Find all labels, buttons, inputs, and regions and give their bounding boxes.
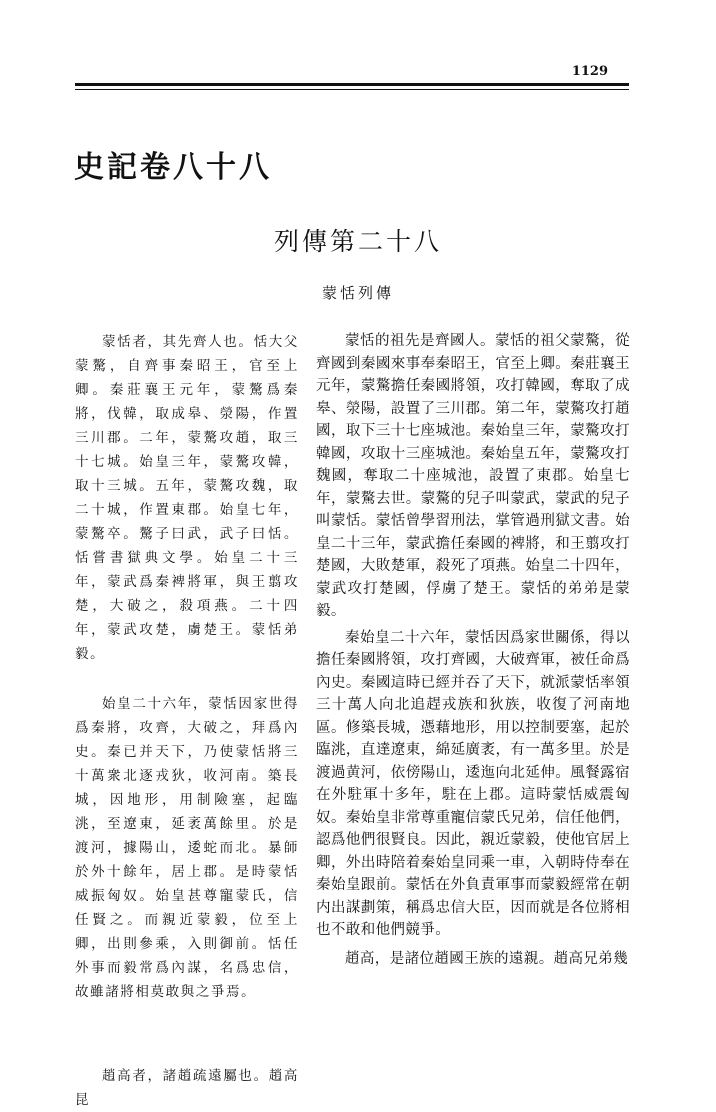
volume-title: 史記卷八十八 <box>74 150 272 185</box>
biography-title: 蒙恬列傳 <box>321 284 394 302</box>
page-number: 1129 <box>571 64 608 79</box>
modern-translation-column <box>316 330 630 970</box>
header-rule-thin <box>75 89 629 90</box>
modern-paragraph-1: 蒙恬的祖先是齊國人。蒙恬的祖父蒙驁，從齊國到秦國來事奉秦昭王，官至上卿。秦莊襄王元年，蒙驁擔任秦國將領，攻打韓國，奪取了成皋、滎陽，設置了三川郡。第二年，蒙驁攻打趙國，取下三十七座城池。秦始皇三年，蒙驁攻打韓國，攻取十三座城池。秦始皇五年，蒙驁攻打魏國，奪取二十座城池，設置了東郡。始皇七年，蒙驁去世。蒙驁的兒子叫蒙武，蒙武的兒子叫蒙恬。蒙恬曾學習刑法，掌管過刑獄文書。始皇二十三年，蒙武擔任秦國的裨將，和王翦攻打楚國，大敗楚軍，殺死了項燕。始皇二十四年，蒙武攻打楚國，俘虜了楚王。蒙恬的弟弟是蒙毅。 <box>316 333 630 619</box>
classical-text-column <box>75 330 299 1112</box>
modern-paragraph-2: 秦始皇二十六年，蒙恬因爲家世關係，得以擔任秦國將領，攻打齊國，大破齊軍，被任命爲內史。秦國這時已經并吞了天下，就派蒙恬率領三十萬人向北追趕戎族和狄族，收復了河南地區。修築長城，憑藉地形，用以控制要塞，起於臨洮，直達遼東，綿延廣袤，有一萬多里。於是渡過黄河，依傍陽山，逶迤向北延伸。風餐露宿在外駐軍十多年，駐在上郡。這時蒙恬威震匈奴。秦始皇非常尊重寵信蒙氏兄弟，信任他們，認爲他們很賢良。因此，親近蒙毅，使他官居上卿，外出時陪着秦始皇同乘一車，入朝時侍奉在秦始皇跟前。蒙恬在外負責軍事而蒙毅經常在朝内出謀劃策，稱爲忠信大臣，因而就是各位將相也不敢和他們競爭。 <box>316 629 630 938</box>
classical-paragraph-1: 蒙恬者，其先齊人也。恬大父蒙驁，自齊事秦昭王，官至上卿。秦莊襄王元年，蒙驁爲秦將，伐韓，取成皋、滎陽，作置三川郡。二年，蒙驁攻趙，取三十七城。始皇三年，蒙驁攻韓，取十三城。五年，蒙驁攻魏，取二十城，作置東郡。始皇七年，蒙驁卒。驁子曰武，武子曰恬。恬嘗書獄典文學。始皇二十三年，蒙武爲秦裨將軍，與王翦攻楚，大破之，殺項燕。二十四年，蒙武攻楚，虜楚王。蒙恬弟毅。 <box>75 334 299 662</box>
modern-paragraph-3: 趙高，是諸位趙國王族的遠親。趙高兄弟幾 <box>345 950 629 967</box>
header-rule-thick <box>75 83 629 86</box>
chapter-title: 列傳第二十八 <box>273 227 442 256</box>
classical-paragraph-2: 始皇二十六年，蒙恬因家世得爲秦將，攻齊，大破之，拜爲內史。秦已并天下，乃使蒙恬將三十萬衆北逐戎狄，收河南。築長城，因地形，用制險塞，起臨洮，至遼東，延袤萬餘里。於是渡河，據陽山，逶蛇而北。暴師於外十餘年，居上郡。是時蒙恬威振匈奴。始皇甚尊寵蒙氏，信任賢之。而親近蒙毅，位至上卿，出則參乘，入則御前。恬任外事而毅常爲內謀，名爲忠信，故雖諸將相莫敢與之爭焉。 <box>75 696 299 1000</box>
classical-paragraph-3: 趙高者，諸趙疏遠屬也。趙高昆 <box>75 1068 299 1108</box>
